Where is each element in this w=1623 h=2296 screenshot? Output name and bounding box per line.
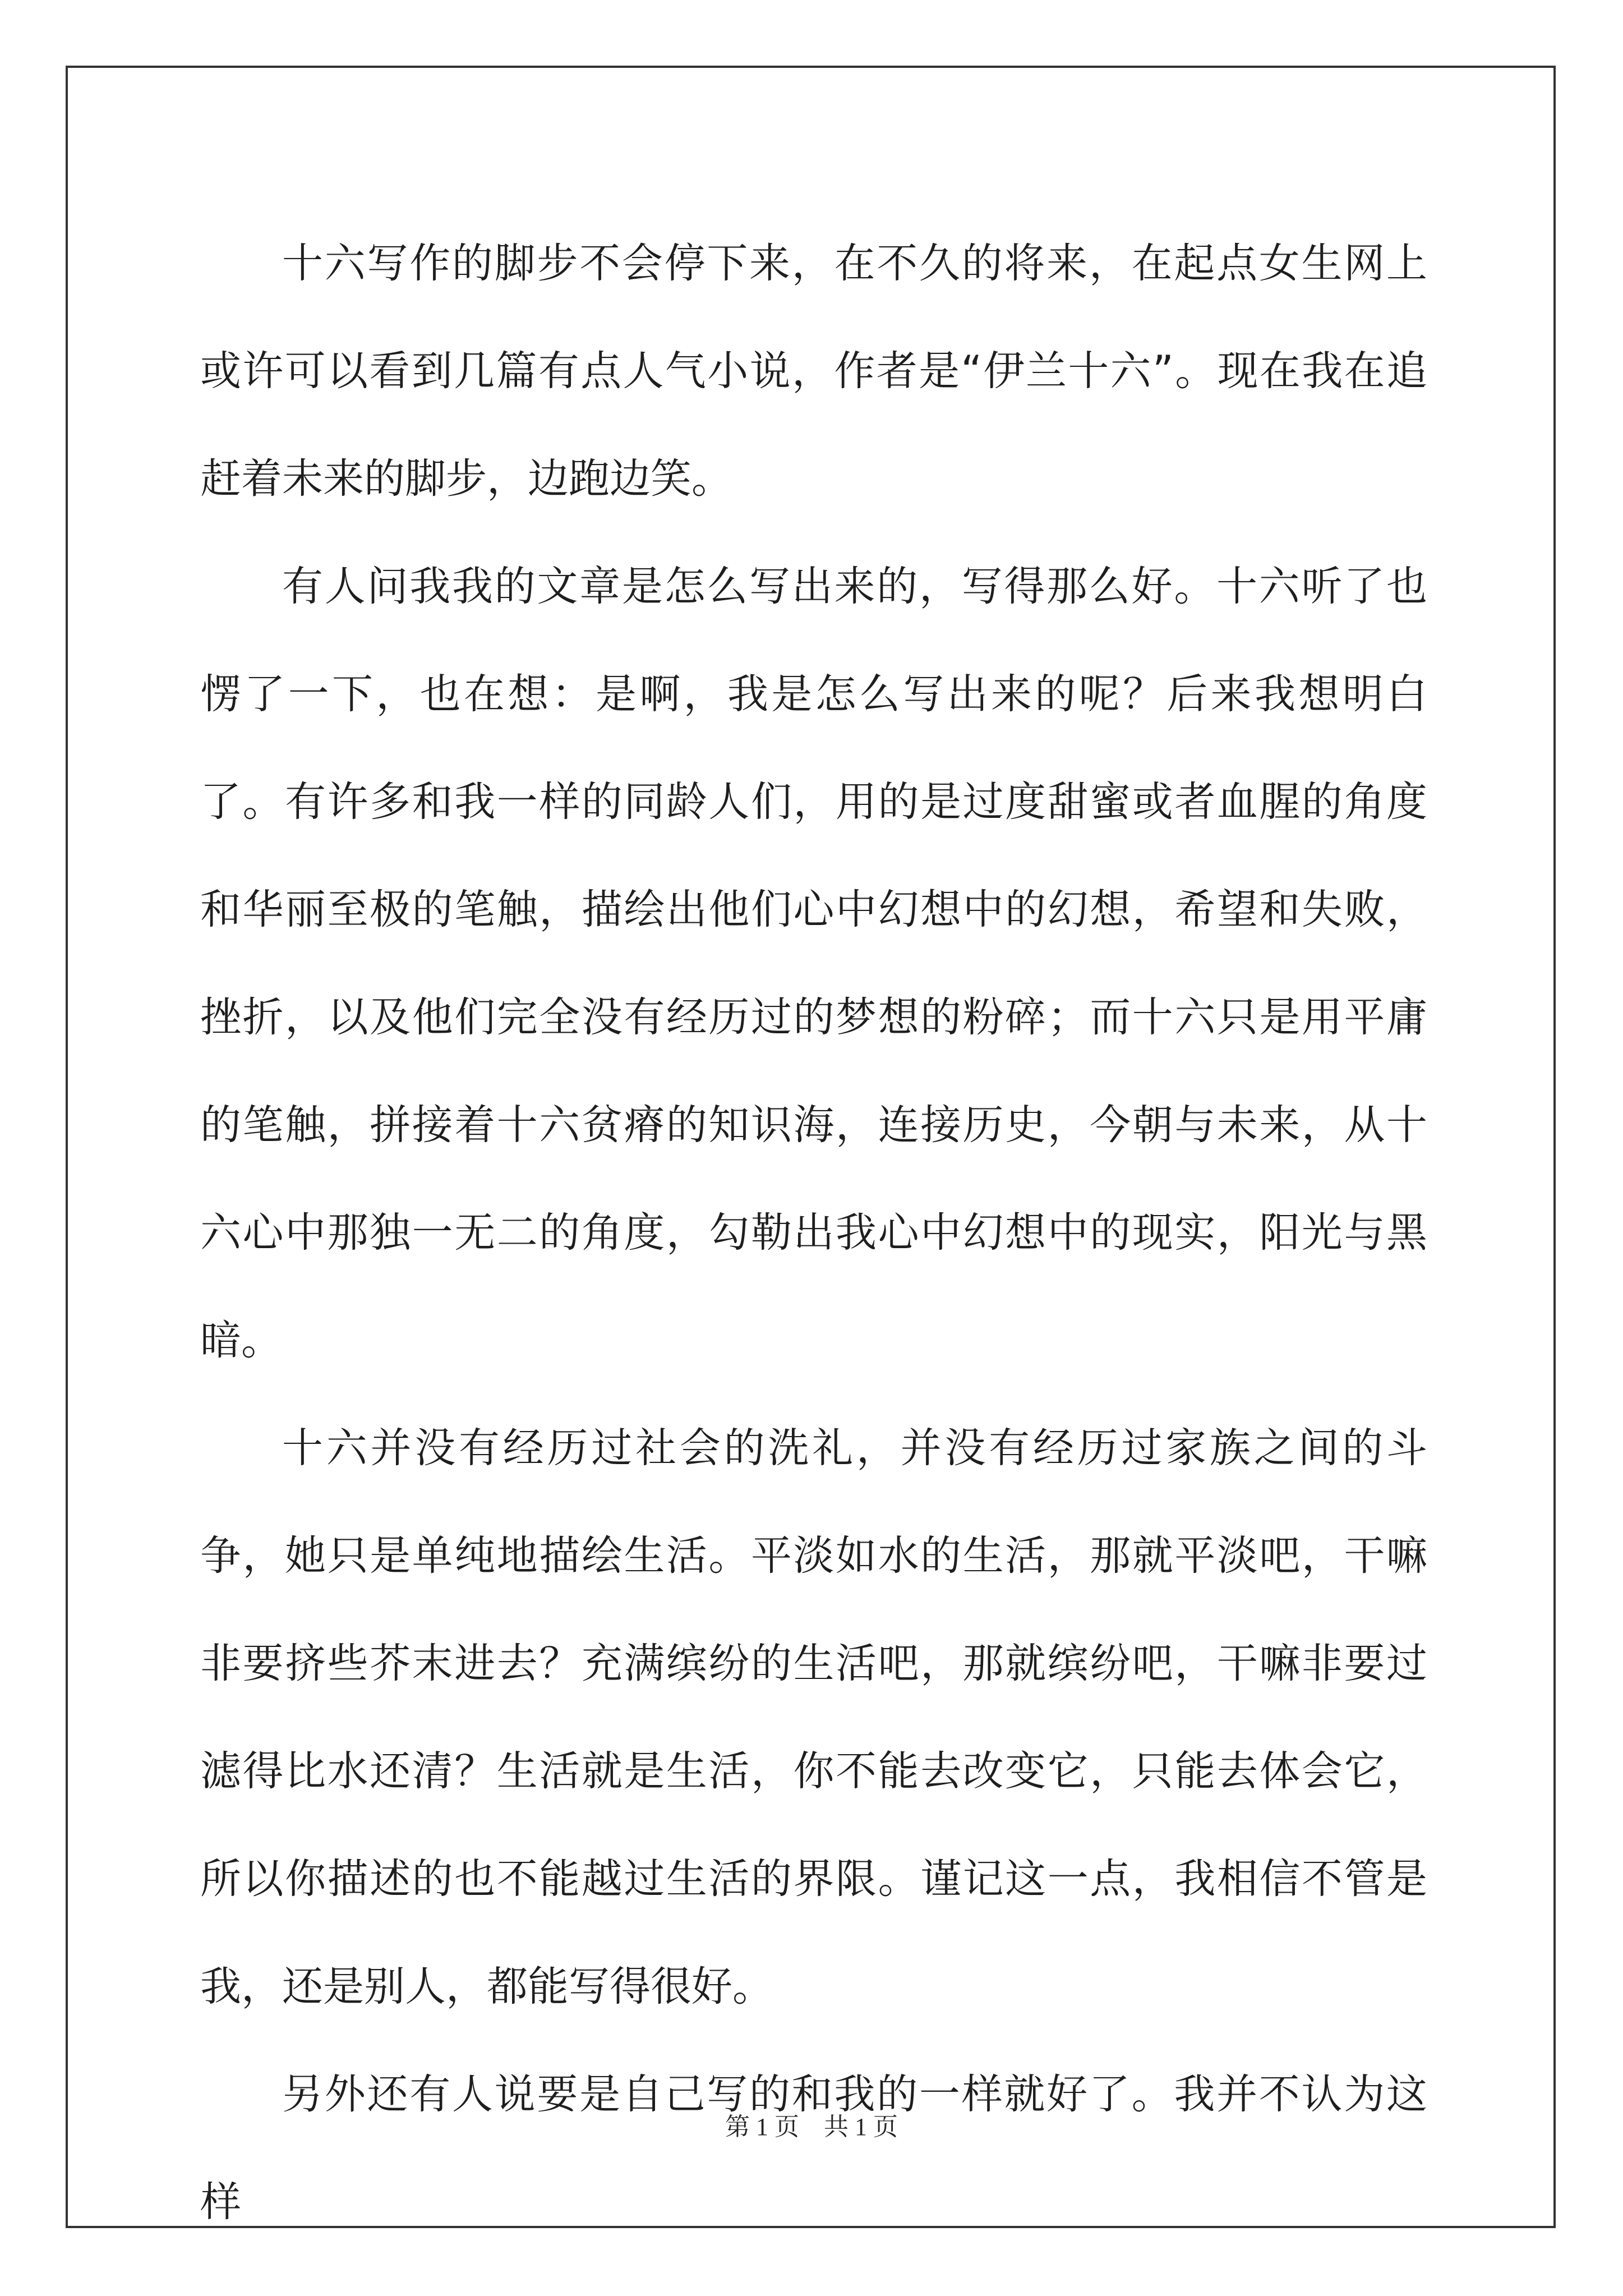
page-footer (0, 2106, 1623, 2142)
paragraph: 另外还有人说要是自己写的和我的一样就好了。我并不认为这样 (200, 2070, 1427, 2226)
paragraph: 有人问我我的文章是怎么写出来的，写得那么好。十六听了也愣了一下，也在想：是啊，我是怎么写出来的呢？后来我想明白了。有许多和我一样的同龄人们，用的是过度甜蜜或者血腥的角度和华丽至极的笔触，描绘出他们心中幻想中的幻想，希望和失败，挫折，以及他们完全没有经历过的梦想的粉碎；而十六只是用平庸的笔触，拼接着十六贫瘠的知识海，连接历史，今朝与未来，从十六心中那独一无二的角度，勾勒出我心中幻想中的现实，阳光与黑暗。 (200, 563, 1427, 1364)
paragraph: 十六并没有经历过社会的洗礼，并没有经历过家族之间的斗争，她只是单纯地描绘生活。平淡如水的生活，那就平淡吧，干嘛非要挤些芥末进去？充满缤纷的生活吧，那就缤纷吧，干嘛非要过滤得比水还清？生活就是生活，你不能去改变它，只能去体会它，所以你描述的也不能越过生活的界限。谨记这一点，我相信不管是我，还是别人，都能写得很好。 (200, 1424, 1427, 2010)
page-number: 第 1 页 (725, 2113, 799, 2141)
document-body (200, 210, 1427, 2256)
paragraph: 十六写作的脚步不会停下来，在不久的将来，在起点女生网上或许可以看到几篇有点人气小说，作者是“伊兰十六”。现在我在追赶着未来的脚步，边跑边笑。 (200, 240, 1427, 503)
page-total: 共 1 页 (824, 2113, 898, 2141)
